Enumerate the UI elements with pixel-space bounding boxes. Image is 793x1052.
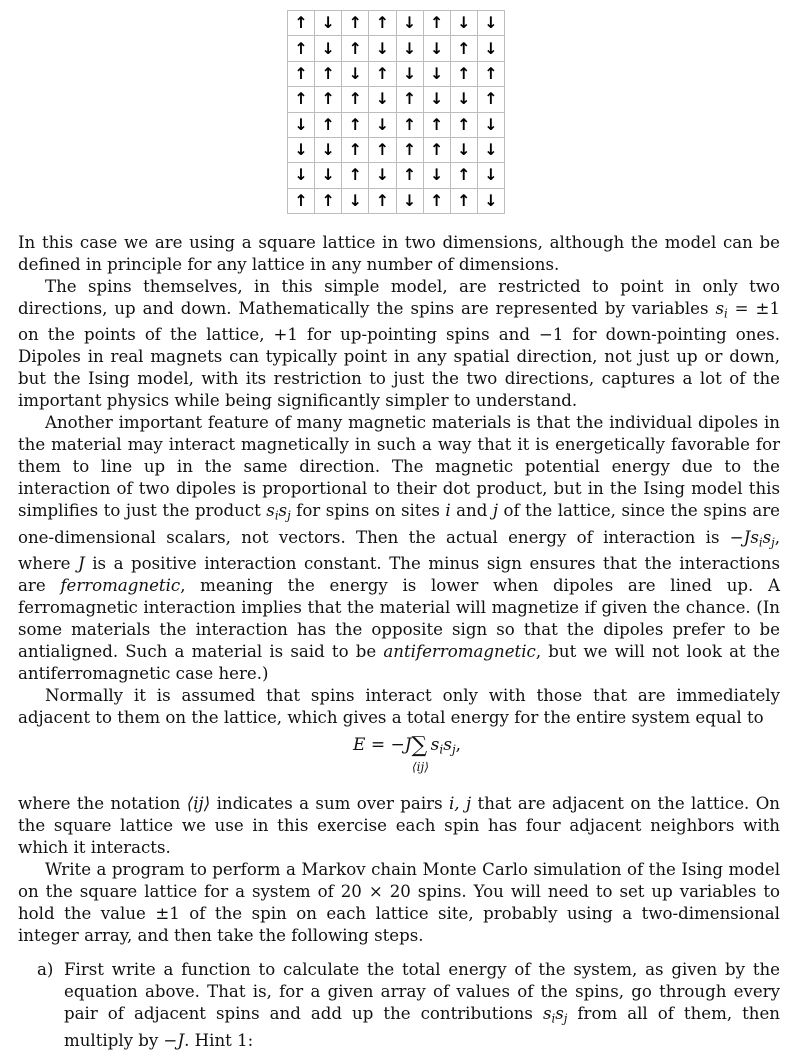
math-var: i <box>445 501 451 521</box>
spin-up-arrow-icon: ↑ <box>369 138 396 163</box>
equation-comma: , <box>455 735 462 756</box>
spin-up-arrow-icon: ↑ <box>451 163 478 188</box>
spin-up-arrow-icon: ↑ <box>342 163 369 188</box>
spin-up-arrow-icon: ↑ <box>424 138 451 163</box>
spin-down-arrow-icon: ↓ <box>451 138 478 163</box>
math-var: J <box>743 527 751 547</box>
spin-up-arrow-icon: ↑ <box>369 11 396 36</box>
spin-up-arrow-icon: ↑ <box>424 189 451 214</box>
math-notation: ⟨ij⟩ <box>186 794 211 814</box>
text-body <box>18 232 780 1052</box>
steps-list <box>18 959 780 1051</box>
spin-up-arrow-icon: ↑ <box>288 87 315 112</box>
text-run: for spins on sites <box>290 501 446 521</box>
spin-up-arrow-icon: ↑ <box>342 113 369 138</box>
text-run: , meaning the energy is lower when dipoles are lined up. A ferromagnetic interaction implies that the material will magnetize if given the chance. (In some materials the interaction has the opposite sign so that the dipoles prefer to be antialigned. Such a material is said to be <box>18 576 780 662</box>
spin-down-arrow-icon: ↓ <box>424 36 451 61</box>
math-var: J <box>177 1030 185 1050</box>
spin-up-arrow-icon: ↑ <box>342 11 369 36</box>
spin-up-arrow-icon: ↑ <box>478 87 505 112</box>
paragraph-interaction <box>18 412 780 685</box>
spin-up-arrow-icon: ↑ <box>288 189 315 214</box>
spin-up-arrow-icon: ↑ <box>369 62 396 87</box>
spin-down-arrow-icon: ↓ <box>342 189 369 214</box>
spin-down-arrow-icon: ↓ <box>424 62 451 87</box>
spin-down-arrow-icon: ↓ <box>397 11 424 36</box>
spin-up-arrow-icon: ↑ <box>342 36 369 61</box>
math-var: s <box>430 735 440 756</box>
spin-down-arrow-icon: ↓ <box>369 36 396 61</box>
text-run: Normally it is assumed that spins interact only with those that are immediately adjacent to them on the lattice, which gives a total energy for the entire system equal to <box>18 686 780 728</box>
spin-up-arrow-icon: ↑ <box>397 87 424 112</box>
spin-down-arrow-icon: ↓ <box>478 11 505 36</box>
spin-up-arrow-icon: ↑ <box>424 11 451 36</box>
math-var: s <box>266 501 275 521</box>
paragraph-spins <box>18 276 780 412</box>
text-run: where the notation <box>18 794 187 814</box>
spin-down-arrow-icon: ↓ <box>478 138 505 163</box>
spin-up-arrow-icon: ↑ <box>397 138 424 163</box>
spin-up-arrow-icon: ↑ <box>451 36 478 61</box>
math-var: j <box>492 501 498 521</box>
spin-down-arrow-icon: ↓ <box>478 163 505 188</box>
math-subscript: j <box>451 743 456 758</box>
text-run: Write a program to perform a Markov chain Monte Carlo simulation of the Ising model on the square lattice for a system of 20 × 20 spins. You will need to set up variables to hold the value ±1 of the spin on each lattice site, probably using a two-dimensional integer array, and then take the following steps. <box>18 860 780 946</box>
math-var: s <box>715 299 724 318</box>
spin-down-arrow-icon: ↓ <box>288 138 315 163</box>
math-var: J <box>78 554 85 574</box>
paragraph-notation <box>18 793 780 859</box>
spin-down-arrow-icon: ↓ <box>397 189 424 214</box>
spin-down-arrow-icon: ↓ <box>478 36 505 61</box>
spin-up-arrow-icon: ↑ <box>315 62 342 87</box>
spin-down-arrow-icon: ↓ <box>478 189 505 214</box>
math-subscript: i <box>724 306 728 321</box>
text-run: . Hint 1: <box>184 1030 254 1050</box>
equation-lhs: E = −J <box>353 735 412 756</box>
math-var: s <box>443 735 452 756</box>
step-a <box>37 959 780 1051</box>
spin-down-arrow-icon: ↓ <box>424 163 451 188</box>
text-run: that are adjacent on the lattice. On the square lattice we use in this exercise each spin has four adjacent neighbors with which it interacts. <box>18 794 780 858</box>
spin-down-arrow-icon: ↓ <box>397 62 424 87</box>
spin-down-arrow-icon: ↓ <box>288 113 315 138</box>
math-subscript: j <box>563 1011 568 1026</box>
text-run: from all of them, then multiply by − <box>64 1004 780 1050</box>
text-run: and <box>450 501 493 521</box>
math-var: s <box>750 527 759 547</box>
energy-equation <box>18 729 780 793</box>
summation-index: ⟨ij⟩ <box>412 760 429 775</box>
math-subscript: i <box>758 535 763 550</box>
spin-up-arrow-icon: ↑ <box>397 113 424 138</box>
spin-down-arrow-icon: ↓ <box>315 36 342 61</box>
spin-down-arrow-icon: ↓ <box>369 113 396 138</box>
spin-down-arrow-icon: ↓ <box>315 138 342 163</box>
text-run: = ±1 on the points of the lattice, +1 for up-pointing spins and −1 for down-pointing ones. Dipoles in real magnets can typically point in any spatial direction, not just up or down, but the Ising model, with its restriction to just the two directions, captures a lot of the important physics while being significantly simpler to understand. <box>18 299 780 411</box>
spin-up-arrow-icon: ↑ <box>369 189 396 214</box>
spin-down-arrow-icon: ↓ <box>315 11 342 36</box>
spin-up-arrow-icon: ↑ <box>315 87 342 112</box>
spin-up-arrow-icon: ↑ <box>288 62 315 87</box>
spin-up-arrow-icon: ↑ <box>451 62 478 87</box>
spin-up-arrow-icon: ↑ <box>315 113 342 138</box>
term-ferromagnetic: ferromagnetic <box>60 576 181 596</box>
equation-body <box>353 733 462 775</box>
paragraph-task <box>18 859 780 947</box>
math-subscript: j <box>771 535 775 550</box>
text-run: In this case we are using a square lattice in two dimensions, although the model can be defined in principle for any lattice in any number of dimensions. <box>18 233 780 274</box>
text-run: of the lattice, since the spins are one-dimensional scalars, not vectors. Then the actual energy of interaction is − <box>18 501 780 547</box>
math-var: s <box>762 527 772 547</box>
paragraph-adjacency <box>18 685 780 729</box>
term-antiferromagnetic: antiferromagnetic <box>383 642 536 662</box>
text-run: First write a function to calculate the total energy of the system, as given by the equation above. That is, for a given array of values of the spins, go through every pair of adjacent spins and add up the contributions <box>64 960 780 1024</box>
text-run: Another important feature of many magnetic materials is that the individual dipoles in the material may interact magnetically in such a way that it is energetically favorable for them to line up in the same direction. The magnetic potential energy due to the interaction of two dipoles is proportional to their dot product, but in the Ising model this simplifies to just the product <box>18 413 780 521</box>
spin-down-arrow-icon: ↓ <box>288 163 315 188</box>
math-subscript: i <box>439 743 444 758</box>
text-run: indicates a sum over pairs <box>210 794 449 814</box>
spin-down-arrow-icon: ↓ <box>451 11 478 36</box>
spin-up-arrow-icon: ↑ <box>315 189 342 214</box>
spin-down-arrow-icon: ↓ <box>397 36 424 61</box>
spin-up-arrow-icon: ↑ <box>342 87 369 112</box>
spin-down-arrow-icon: ↓ <box>369 87 396 112</box>
text-run: , where <box>18 527 780 574</box>
spin-down-arrow-icon: ↓ <box>478 113 505 138</box>
step-marker: a) <box>37 960 54 980</box>
paragraph-lattice-intro <box>18 232 780 276</box>
spin-up-arrow-icon: ↑ <box>342 138 369 163</box>
spin-down-arrow-icon: ↓ <box>451 87 478 112</box>
spin-up-arrow-icon: ↑ <box>451 113 478 138</box>
spin-up-arrow-icon: ↑ <box>451 189 478 214</box>
spin-down-arrow-icon: ↓ <box>315 163 342 188</box>
spin-up-arrow-icon: ↑ <box>288 36 315 61</box>
spin-lattice-figure <box>287 10 505 214</box>
math-var: s <box>278 501 288 521</box>
math-subscript: i <box>551 1011 556 1026</box>
math-var: i, j <box>449 794 472 814</box>
spin-up-arrow-icon: ↑ <box>397 163 424 188</box>
math-var: s <box>542 1004 552 1024</box>
spin-up-arrow-icon: ↑ <box>478 62 505 87</box>
spin-up-arrow-icon: ↑ <box>288 11 315 36</box>
spin-up-arrow-icon: ↑ <box>424 113 451 138</box>
text-run: , but we will not look at the antiferromagnetic case here.) <box>18 642 780 684</box>
math-subscript: j <box>287 508 291 523</box>
spin-down-arrow-icon: ↓ <box>424 87 451 112</box>
text-run: is a positive interaction constant. The minus sign ensures that the interactions are <box>18 554 780 596</box>
spin-down-arrow-icon: ↓ <box>369 163 396 188</box>
summation-sign: ∑ <box>411 733 428 759</box>
math-var: s <box>555 1004 564 1024</box>
math-subscript: i <box>274 508 279 523</box>
spin-down-arrow-icon: ↓ <box>342 62 369 87</box>
text-run: The spins themselves, in this simple model, are restricted to point in only two directions, up and down. Mathematically the spins are represented by variables <box>18 277 780 318</box>
